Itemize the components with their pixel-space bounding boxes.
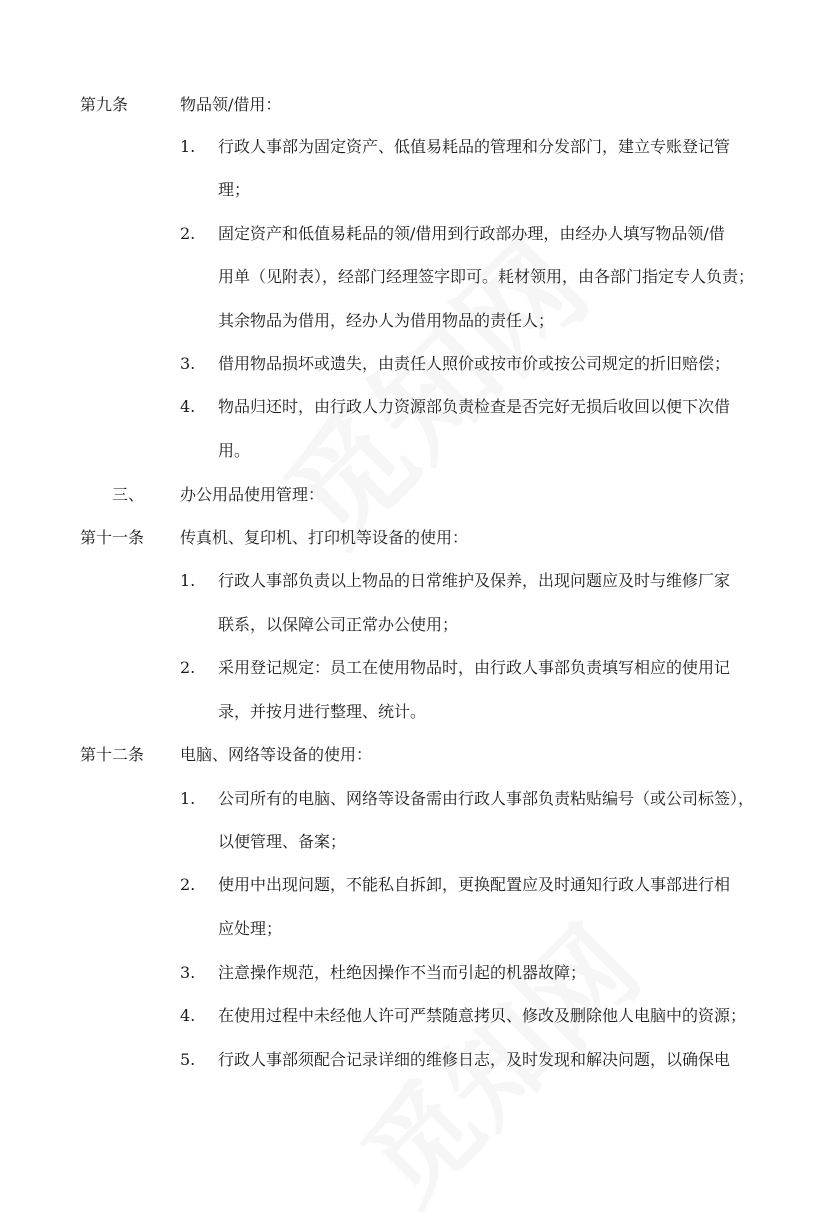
- article-number: 第九条: [80, 95, 129, 114]
- item-text: 注意操作规范，杜绝因操作不当而引起的机器故障；: [218, 963, 587, 982]
- item-number: 4.: [180, 1006, 196, 1025]
- article-number: 第十二条: [80, 745, 145, 764]
- item-text: 理；: [218, 180, 251, 199]
- article-title: 物品领/借用：: [180, 95, 282, 114]
- watermark: [242, 198, 618, 574]
- item-number: 3.: [180, 963, 196, 982]
- item-text: 物品归还时，由行政人力资源部负责检查是否完好无损后收回以便下次借: [218, 397, 731, 416]
- article-number: 第十一条: [80, 528, 145, 547]
- item-number: 1.: [180, 137, 196, 156]
- article-title: 传真机、复印机、打印机等设备的使用：: [180, 528, 469, 547]
- item-number: 2.: [180, 875, 196, 894]
- article-title: 电脑、网络等设备的使用：: [180, 745, 373, 764]
- item-text: 使用中出现问题，不能私自拆卸，更换配置应及时通知行政人事部进行相: [218, 875, 731, 894]
- section-title: 办公用品使用管理：: [180, 485, 325, 504]
- item-text: 采用登记规定：员工在使用物品时，由行政人事部负责填写相应的使用记: [218, 658, 731, 677]
- item-text: 行政人事部为固定资产、低值易耗品的管理和分发部门，建立专账登记管: [218, 137, 731, 156]
- item-text: 录，并按月进行整理、统计。: [218, 702, 427, 721]
- item-text: 在使用过程中未经他人许可严禁随意拷贝、修改及删除他人电脑中的资源；: [218, 1006, 747, 1025]
- item-number: 2.: [180, 658, 196, 677]
- item-number: 1.: [180, 571, 196, 590]
- item-text: 公司所有的电脑、网络等设备需由行政人事部负责粘贴编号（或公司标签），: [218, 789, 755, 808]
- item-number: 1.: [180, 789, 196, 808]
- item-text: 联系，以保障公司正常办公使用；: [218, 615, 459, 634]
- section-number: 三、: [112, 485, 145, 504]
- item-number: 3.: [180, 354, 196, 373]
- item-text: 应处理；: [218, 919, 283, 938]
- item-number: 4.: [180, 397, 196, 416]
- item-text: 用单（见附表），经部门经理签字即可。耗材领用，由各部门指定专人负责；: [218, 267, 755, 286]
- item-text: 借用物品损坏或遗失，由责任人照价或按市价或按公司规定的折旧赔偿；: [218, 354, 731, 373]
- item-text: 用。: [218, 441, 251, 460]
- item-text: 以便管理、备案；: [218, 832, 347, 851]
- item-text: 行政人事部负责以上物品的日常维护及保养，出现问题应及时与维修厂家: [218, 571, 731, 590]
- item-number: 5.: [180, 1050, 196, 1069]
- item-text: 固定资产和低值易耗品的领/借用到行政部办理，由经办人填写物品领/借: [218, 224, 725, 243]
- item-text: 其余物品为借用，经办人为借用物品的责任人；: [218, 311, 555, 330]
- item-text: 行政人事部须配合记录详细的维修日志，及时发现和解决问题，以确保电: [218, 1050, 731, 1069]
- item-number: 2.: [180, 224, 196, 243]
